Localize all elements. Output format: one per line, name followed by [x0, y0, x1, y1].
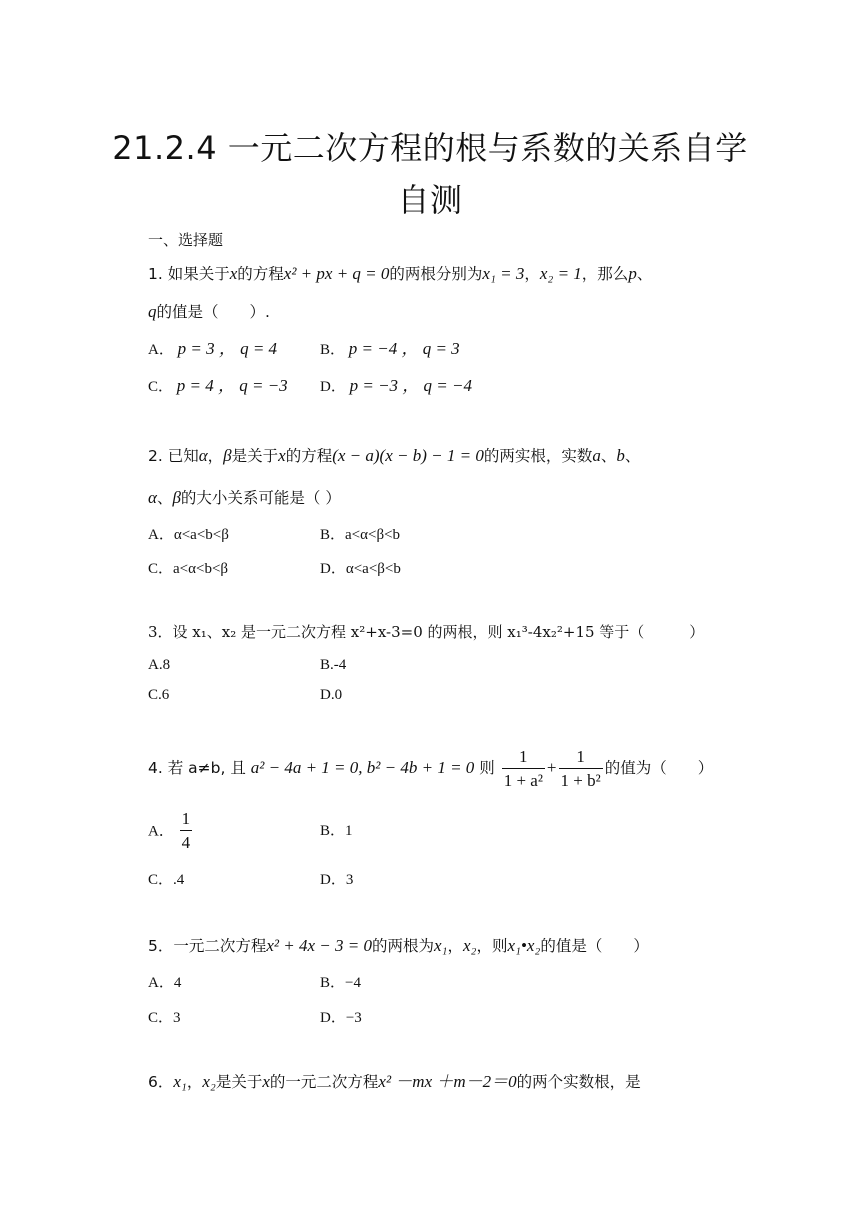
q4-option-a: A． $\frac{1}{4}$: [148, 808, 194, 855]
title-line-2: 自测: [397, 181, 463, 219]
q5-option-b: B．−4: [320, 975, 361, 991]
q3-option-d: D.0: [320, 687, 343, 703]
section-heading: 一、选择题: [148, 231, 224, 249]
q1-option-c: C． p = 4 ， q = −3: [148, 376, 288, 395]
q4-option-c: C．.4: [148, 872, 185, 888]
q5-equation: x² + 4x − 3 = 0: [266, 936, 372, 955]
q4-equation: a² − 4a + 1 = 0, b² − 4b + 1 = 0: [250, 758, 475, 777]
q1-option-a: A． p = 3 ， q = 4: [148, 339, 278, 358]
q3-option-a: A.8: [148, 657, 171, 673]
question-3: 3．设 x₁、x₂ 是一元二次方程 x²+x-3=0 的两根，则 x₁³-4x₂²+15 等于（ ）: [148, 623, 705, 641]
q4-fraction-1: $\frac{1}{\text{1 + a²}}$: [503, 746, 543, 790]
q4-option-a-fraction: $\frac{1}{4}$: [181, 809, 191, 852]
q2-option-d: D．α<a<β<b: [320, 561, 401, 577]
q4-option-d: D．3: [320, 872, 354, 888]
q1-option-d: D． p = −3 ， q = −4: [320, 376, 472, 395]
q2-option-b: B．a<α<β<b: [320, 527, 401, 543]
question-5: 5．一元二次方程x² + 4x − 3 = 0的两根为x₁，x₂，则x₁•x₂的值是（ ）: [148, 936, 649, 955]
q5-option-d: D．−3: [320, 1010, 362, 1026]
q2-option-a: A．α<a<b<β: [148, 527, 229, 543]
question-4: 4. 若 a≠b, 且 a² − 4a + 1 = 0, b² − 4b + 1 = 0 则 $\frac{1}{\text{1 + a²}}$ + $\frac{1}{\text{1 + b²}}$ 的值为（ ）: [148, 744, 718, 793]
q3-option-c: C.6: [148, 687, 170, 703]
q2-equation: (x − a)(x − b) − 1 = 0: [332, 446, 484, 465]
q6-equation: x² －mx ＋m－2＝0: [378, 1072, 517, 1091]
question-2-line-1: 2. 已知α，β是关于x的方程(x − a)(x − b) − 1 = 0的两实根，实数a、b、: [148, 446, 641, 465]
title-line-1: 21.2.4 一元二次方程的根与系数的关系自学: [112, 129, 748, 167]
q2-option-c: C．a<α<b<β: [148, 561, 229, 577]
q4-fraction-2: $\frac{1}{\text{1 + b²}}$: [560, 746, 601, 790]
q1-option-b: B． p = −4 ， q = 3: [320, 339, 460, 358]
q4-option-b: B．1: [320, 823, 353, 839]
question-6: 6．x₁，x₂是关于x的一元二次方程x² －mx ＋m－2＝0的两个实数根，是: [148, 1072, 641, 1091]
question-1-line-2: q的值是（ ）.: [148, 302, 270, 321]
question-1-line-1: 1. 如果关于x的方程x² + px + q = 0的两根分别为x₁ = 3，x₂ = 1，那么p、: [148, 264, 653, 283]
document-title: [100, 122, 760, 226]
q5-option-a: A．4: [148, 975, 182, 991]
q3-option-b: B.-4: [320, 657, 347, 673]
q1-equation: x² + px + q = 0: [283, 264, 390, 283]
q5-option-c: C．3: [148, 1010, 181, 1026]
question-2-line-2: α、β的大小关系可能是（ ）: [148, 488, 341, 507]
